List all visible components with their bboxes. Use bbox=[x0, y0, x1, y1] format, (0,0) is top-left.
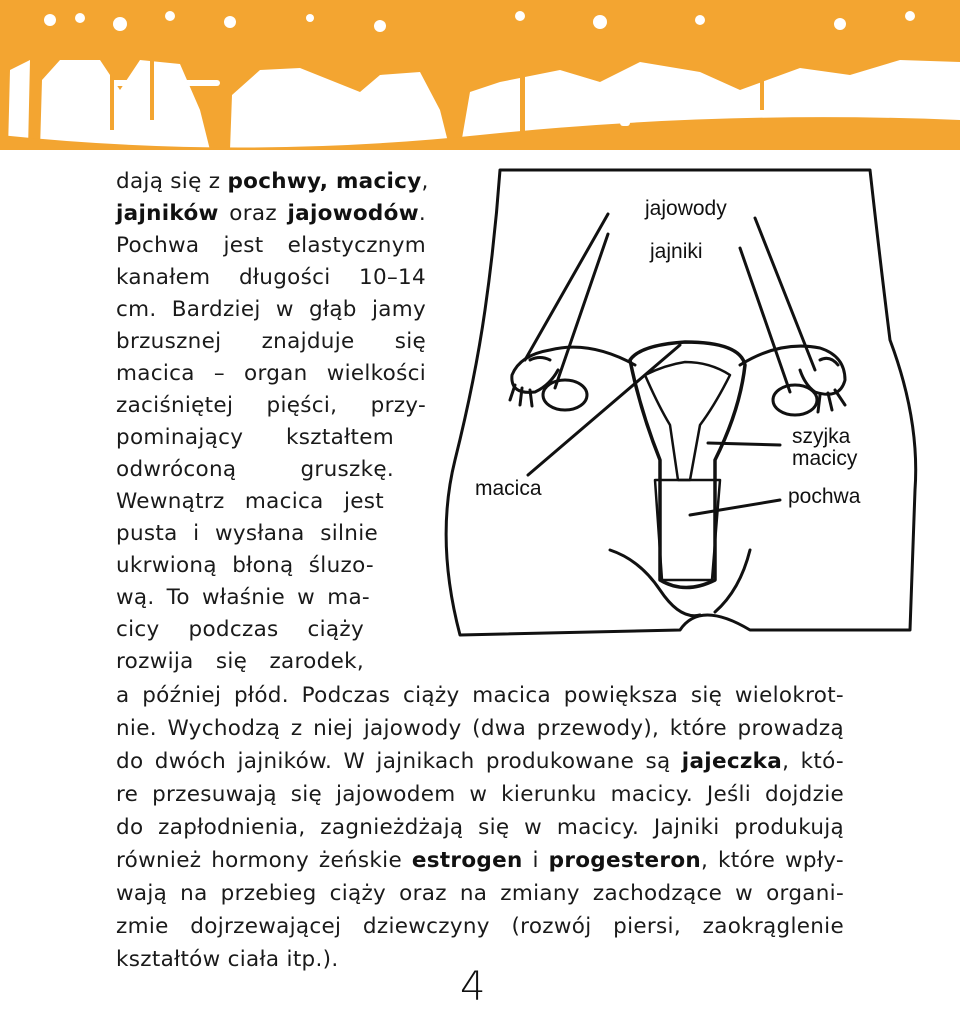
groin-curve-right bbox=[715, 550, 750, 612]
anatomy-diagram bbox=[440, 160, 960, 660]
leader-pochwa bbox=[690, 500, 780, 515]
leader-jajniki-right bbox=[740, 248, 790, 392]
vagina-canal bbox=[655, 480, 720, 580]
fallopian-tube-right bbox=[740, 346, 845, 394]
label-macica: macica bbox=[475, 477, 542, 500]
label-pochwa: pochwa bbox=[788, 485, 861, 508]
text-line-18: nie. Wychodzą z niej jajowody (dwa przewody), które prowadzą bbox=[116, 716, 844, 741]
ovary-right bbox=[773, 385, 817, 415]
text-line-7: macica – organ wielkości bbox=[116, 361, 426, 386]
leader-jajowody-left bbox=[525, 214, 608, 360]
text-line-25: kształtów ciała itp.). bbox=[116, 947, 339, 972]
text-line-3: Pochwa jest elastycznym bbox=[116, 233, 426, 258]
header-banner bbox=[0, 0, 960, 150]
text-line-6: brzusznej znajduje się bbox=[116, 329, 426, 354]
page-number: 4 bbox=[460, 964, 486, 1010]
text-line-14: wą. To właśnie w ma- bbox=[116, 585, 370, 610]
text-line-24: zmie dojrzewającej dziewczyny (rozwój piersi, zaokrąglenie bbox=[116, 914, 844, 939]
text-line-10: odwróconą gruszkę. bbox=[116, 457, 394, 482]
text-line-5: cm. Bardziej w głąb jamy bbox=[116, 297, 426, 322]
text-line-20: re przesuwają się jajowodem w kierunku macicy. Jeśli dojdzie bbox=[116, 782, 844, 807]
text-line-22: również hormony żeńskie estrogen i progesteron, które wpły- bbox=[116, 848, 844, 873]
text-line-21: do zapłodnienia, zagnieżdżają się w macicy. Jajniki produkują bbox=[116, 815, 844, 840]
text-line-8: zaciśniętej pięści, przy- bbox=[116, 393, 426, 418]
leader-szyjka bbox=[708, 443, 780, 445]
text-line-15: cicy podczas ciąży bbox=[116, 617, 364, 642]
text-line-16: rozwija się zarodek, bbox=[116, 649, 364, 674]
text-line-13: ukrwioną błoną śluzo- bbox=[116, 553, 374, 578]
label-macicy: macicy bbox=[792, 447, 858, 470]
text-line-17: a później płód. Podczas ciąży macica powiększa się wielokrot- bbox=[116, 683, 844, 708]
text-line-9: pominający kształtem bbox=[116, 425, 394, 450]
label-jajniki: jajniki bbox=[650, 240, 703, 263]
text-line-4: kanałem długości 10–14 bbox=[116, 265, 426, 290]
text-line-11: Wewnątrz macica jest bbox=[116, 489, 384, 514]
ovary-left bbox=[543, 380, 587, 410]
text-line-2: jajników oraz jajowodów. bbox=[116, 201, 426, 226]
leader-jajniki-left bbox=[555, 234, 608, 388]
fallopian-tube-left bbox=[512, 347, 635, 392]
uterus-cavity bbox=[645, 362, 730, 480]
text-line-19: do dwóch jajników. W jajnikach produkowane są jajeczka, któ- bbox=[116, 749, 844, 774]
label-jajowody: jajowody bbox=[645, 197, 727, 220]
text-line-23: wają na przebieg ciąży oraz na zmiany zachodzące w organi- bbox=[116, 881, 844, 906]
text-line-1: dają się z pochwy, macicy, bbox=[116, 169, 429, 194]
text-line-12: pusta i wysłana silnie bbox=[116, 521, 378, 546]
groin-curve-left bbox=[610, 550, 700, 616]
label-szyjka: szyjka bbox=[792, 425, 851, 448]
